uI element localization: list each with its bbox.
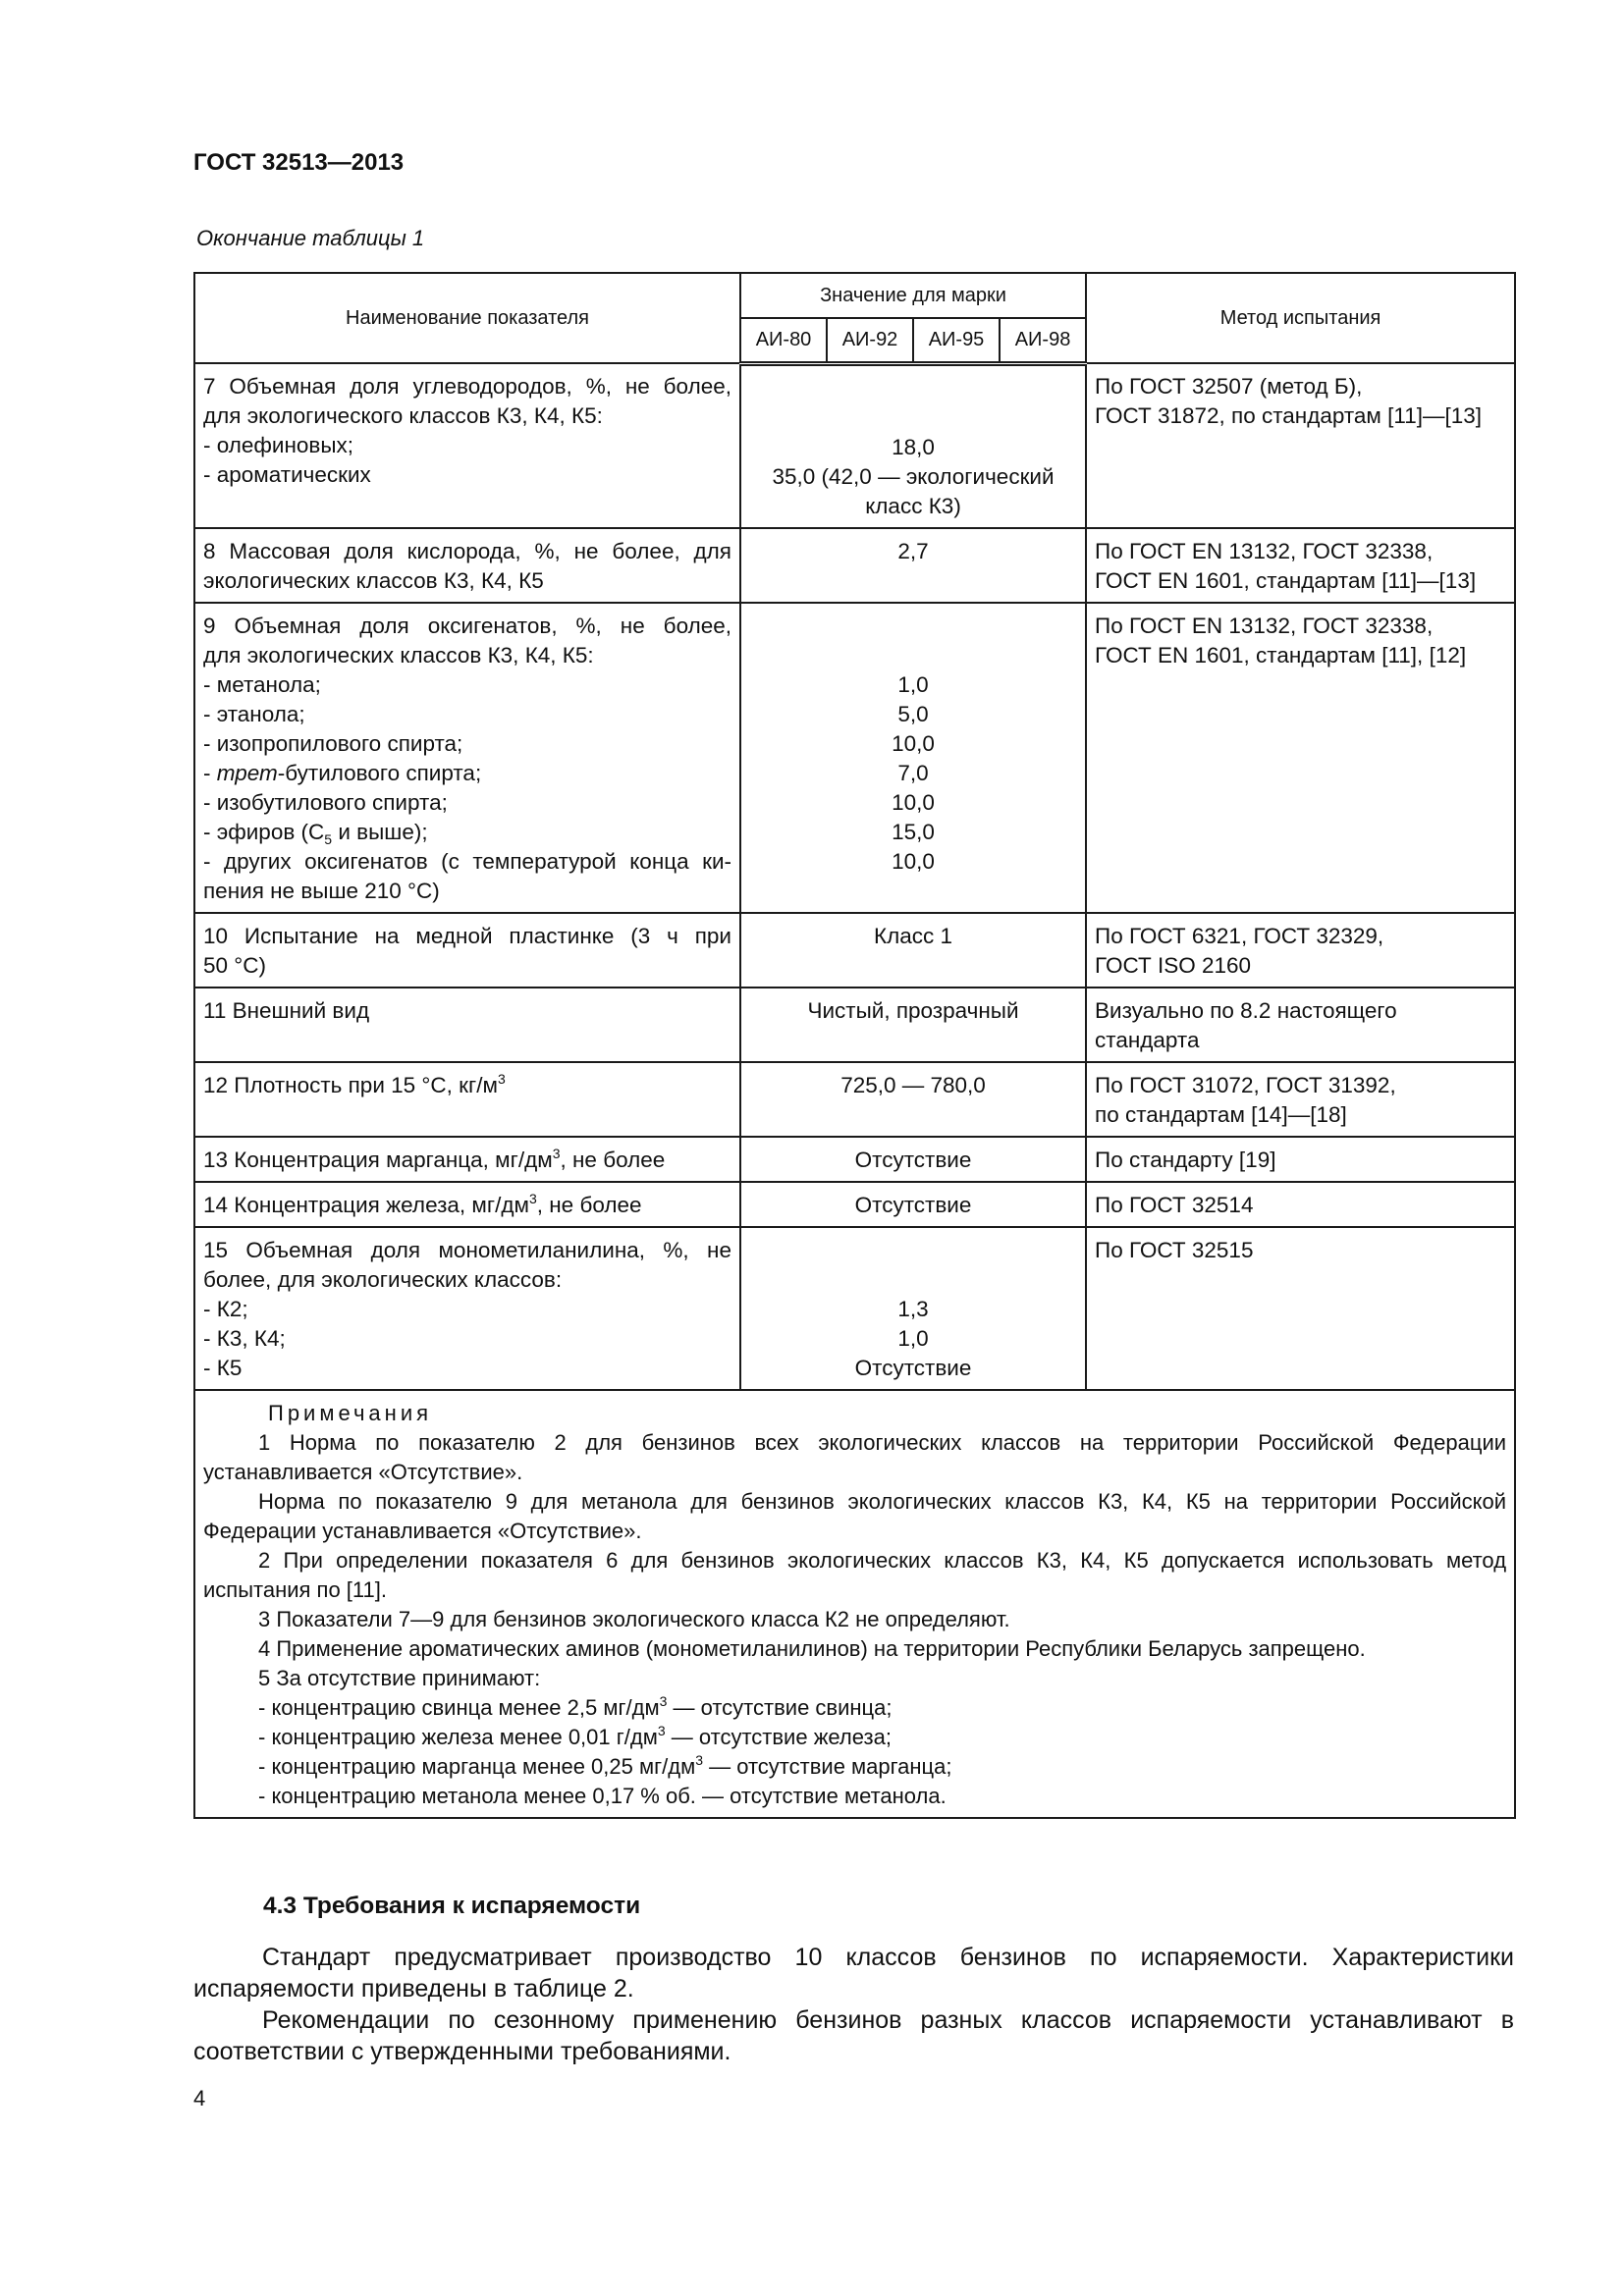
text-line: По ГОСТ 31072, ГОСТ 31392, bbox=[1095, 1072, 1396, 1097]
text-line: более, для экологических классов: bbox=[203, 1266, 563, 1292]
text-line: ГОСТ EN 1601, стандартам [11], [12] bbox=[1095, 642, 1467, 667]
text-line: По ГОСТ 32507 (метод Б), bbox=[1095, 374, 1363, 399]
section-title: 4.3 Требования к испаряемости bbox=[263, 1893, 641, 1919]
note-item: - концентрацию марганца менее 0,25 $мг/дм^3$ — отсутствие марганца; bbox=[258, 1751, 952, 1779]
text-line: 1,0 bbox=[897, 671, 929, 697]
test-method bbox=[1086, 1137, 1515, 1182]
text-line: 14 Концентрация железа, $мг/дм^3$, не более bbox=[203, 1190, 642, 1217]
text-line: Отсутствие bbox=[854, 1192, 972, 1217]
indicator-name bbox=[194, 603, 740, 913]
test-method bbox=[1086, 1182, 1515, 1227]
text-line: 11 Внешний вид bbox=[203, 997, 370, 1023]
indicator-value bbox=[740, 603, 1086, 913]
text-line: - ароматических bbox=[203, 462, 371, 487]
notes-title: Примечания bbox=[268, 1400, 433, 1425]
text-line: - К2; bbox=[203, 1296, 248, 1321]
indicator-value bbox=[740, 913, 1086, 988]
notes-row bbox=[194, 1390, 1515, 1818]
test-method bbox=[1086, 603, 1515, 913]
paragraph: Стандарт предусматривает производство 10 классов бензинов по испаряемости. Характеристики испаряемости приведены в таблице 2. bbox=[193, 1944, 1514, 2002]
document-header: ГОСТ 32513—2013 bbox=[193, 149, 405, 176]
text-line: по стандартам [14]—[18] bbox=[1095, 1101, 1347, 1127]
indicator-value bbox=[740, 1182, 1086, 1227]
text-line: стандарта bbox=[1095, 1027, 1200, 1052]
text-line: пения не выше 210 °С) bbox=[203, 878, 440, 903]
note: 1 Норма по показателю 2 для бензинов всех экологических классов на территории Российской Федерации устанавливается «Отсутствие». bbox=[203, 1429, 1507, 1484]
text-line: 12 Плотность при 15 °С, $кг/м^3$ bbox=[203, 1070, 506, 1097]
text-line: - эфиров ($C_5$ и выше); bbox=[203, 819, 428, 847]
indicator-value bbox=[740, 988, 1086, 1062]
table-row bbox=[194, 913, 1515, 988]
note: 4 Применение ароматических аминов (монометиланилинов) на территории Республики Беларусь запрещено. bbox=[258, 1635, 1366, 1661]
header-grade: АИ-92 bbox=[827, 318, 913, 363]
header-grade: АИ-80 bbox=[740, 318, 827, 363]
text-line: 8 Массовая доля кислорода, %, не более, для bbox=[203, 538, 731, 563]
text-line: 725,0 — 780,0 bbox=[840, 1072, 986, 1097]
paragraph: Рекомендации по сезонному применению бензинов разных классов испаряемости устанавливают в соответствии с утвержденными требованиями. bbox=[193, 2006, 1514, 2065]
table-row bbox=[194, 988, 1515, 1062]
text-line: - олефиновых; bbox=[203, 433, 354, 457]
test-method bbox=[1086, 363, 1515, 528]
text-line: 50 °С) bbox=[203, 952, 267, 978]
text-line: 9 Объемная доля оксигенатов, %, не более, bbox=[203, 613, 731, 638]
note: 3 Показатели 7—9 для бензинов экологического класса К2 не определяют. bbox=[258, 1606, 1010, 1631]
text-line: 15,0 bbox=[892, 819, 935, 844]
note: 5 За отсутствие принимают: bbox=[258, 1665, 541, 1690]
text-line: 1,0 bbox=[897, 1325, 929, 1351]
text-line: По ГОСТ 32514 bbox=[1095, 1192, 1254, 1217]
text-line: - изобутилового спирта; bbox=[203, 789, 448, 815]
section-body bbox=[193, 1942, 1514, 2067]
table-row bbox=[194, 528, 1515, 603]
text-line: - других оксигенатов (с температурой конца ки- bbox=[203, 848, 731, 874]
text-line: По ГОСТ 32515 bbox=[1095, 1237, 1254, 1262]
text-line: 2,7 bbox=[897, 538, 929, 563]
text-line: По ГОСТ 6321, ГОСТ 32329, bbox=[1095, 923, 1384, 948]
note: Норма по показателю 9 для метанола для бензинов экологических классов К3, К4, К5 на территории Российской Федерации устанавливается «Отсутствие». bbox=[203, 1488, 1507, 1543]
header-indicator-name: Наименование показателя bbox=[194, 273, 740, 363]
indicator-name bbox=[194, 913, 740, 988]
text-line: Класс 1 bbox=[874, 923, 953, 948]
text-line: - метанола; bbox=[203, 671, 321, 697]
indicator-name bbox=[194, 1182, 740, 1227]
text-line: 18,0 bbox=[892, 434, 935, 459]
text-line: По стандарту [19] bbox=[1095, 1147, 1276, 1172]
text-line: экологических классов К3, К4, К5 bbox=[203, 567, 544, 593]
text-line: Отсутствие bbox=[854, 1355, 972, 1380]
text-line: 10,0 bbox=[892, 730, 935, 756]
indicator-value bbox=[740, 1137, 1086, 1182]
table-row bbox=[194, 1182, 1515, 1227]
text-line: 10,0 bbox=[892, 789, 935, 815]
test-method bbox=[1086, 988, 1515, 1062]
text-line: 15 Объемная доля монометиланилина, %, не bbox=[203, 1237, 731, 1262]
indicator-value bbox=[740, 528, 1086, 603]
text-line: 7 Объемная доля углеводородов, %, не более, bbox=[203, 374, 731, 399]
text-line: для экологических классов К3, К4, К5: bbox=[203, 642, 594, 667]
text-line: Чистый, прозрачный bbox=[807, 997, 1019, 1023]
indicator-name bbox=[194, 988, 740, 1062]
indicator-name bbox=[194, 1137, 740, 1182]
text-line: 35,0 (42,0 — экологический bbox=[772, 463, 1055, 489]
table-row bbox=[194, 363, 1515, 528]
text-line: ГОСТ ISO 2160 bbox=[1095, 952, 1252, 978]
indicator-value bbox=[740, 1227, 1086, 1390]
indicator-name bbox=[194, 528, 740, 603]
test-method bbox=[1086, 1062, 1515, 1137]
table-notes bbox=[194, 1390, 1515, 1818]
test-method bbox=[1086, 913, 1515, 988]
header-test-method: Метод испытания bbox=[1086, 273, 1515, 363]
text-line: По ГОСТ EN 13132, ГОСТ 32338, bbox=[1095, 538, 1434, 563]
text-line: - этанола; bbox=[203, 701, 305, 726]
requirements-table bbox=[193, 272, 1516, 1819]
text-line: 10 Испытание на медной пластинке (3 ч при bbox=[203, 923, 731, 948]
header-grade-value: Значение для марки bbox=[740, 273, 1086, 318]
note: 2 При определении показателя 6 для бензинов экологических классов К3, К4, К5 допускается использовать метод испытания по [11]. bbox=[203, 1547, 1507, 1602]
text-line: 1,3 bbox=[897, 1296, 929, 1321]
indicator-name bbox=[194, 363, 740, 528]
table-row bbox=[194, 1137, 1515, 1182]
text-line: 10,0 bbox=[892, 848, 935, 874]
text-line: для экологического классов К3, К4, К5: bbox=[203, 403, 603, 428]
header-grade: АИ-98 bbox=[1000, 318, 1086, 363]
indicator-name bbox=[194, 1227, 740, 1390]
test-method bbox=[1086, 528, 1515, 603]
text-line: - К5 bbox=[203, 1355, 243, 1380]
table-caption: Окончание таблицы 1 bbox=[196, 226, 425, 250]
text-line: ГОСТ 31872, по стандартам [11]—[13] bbox=[1095, 403, 1483, 428]
text-line: - изопропилового спирта; bbox=[203, 730, 463, 756]
text-line: 13 Концентрация марганца, $мг/дм^3$, не более bbox=[203, 1145, 666, 1172]
note-item: - концентрацию железа менее 0,01 $г/дм^3$ — отсутствие железа; bbox=[258, 1722, 892, 1749]
table-row bbox=[194, 603, 1515, 913]
test-method bbox=[1086, 1227, 1515, 1390]
indicator-value bbox=[740, 363, 1086, 528]
table-row bbox=[194, 1227, 1515, 1390]
header-grade: АИ-95 bbox=[913, 318, 1000, 363]
text-line: 7,0 bbox=[897, 760, 929, 785]
text-line: Визуально по 8.2 настоящего bbox=[1095, 997, 1397, 1023]
indicator-name bbox=[194, 1062, 740, 1137]
note-item: - концентрацию метанола менее 0,17 % об. — отсутствие метанола. bbox=[258, 1783, 947, 1808]
note-item: - концентрацию свинца менее 2,5 $мг/дм^3$ — отсутствие свинца; bbox=[258, 1692, 893, 1720]
table-row bbox=[194, 1062, 1515, 1137]
text-line: 5,0 bbox=[897, 701, 929, 726]
indicator-value bbox=[740, 1062, 1086, 1137]
text-line: - К3, К4; bbox=[203, 1325, 286, 1351]
text-line: По ГОСТ EN 13132, ГОСТ 32338, bbox=[1095, 613, 1434, 638]
text-line: Отсутствие bbox=[854, 1147, 972, 1172]
text-line: ГОСТ EN 1601, стандартам [11]—[13] bbox=[1095, 567, 1477, 593]
page-number: 4 bbox=[193, 2086, 206, 2110]
text-line: класс К3) bbox=[865, 493, 961, 518]
text-line: - трет-бутилового спирта; bbox=[203, 760, 482, 785]
